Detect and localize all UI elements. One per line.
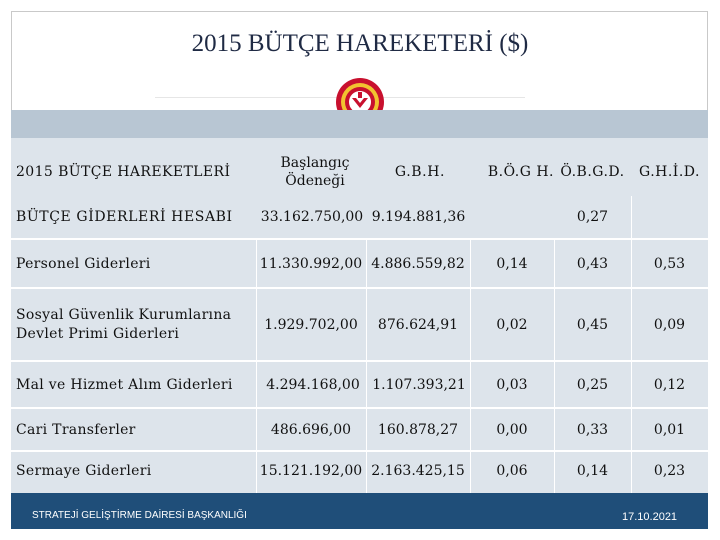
cell-obgd: 0,14 bbox=[576, 463, 609, 479]
cell-bogh: 0,14 bbox=[496, 255, 528, 272]
slide-title: 2015 BÜTÇE HAREKETERİ ($) bbox=[191, 30, 529, 57]
cell-ghid: 0,09 bbox=[653, 316, 686, 333]
cell-ghid: 0,12 bbox=[653, 376, 686, 393]
cell-bogh: 0,06 bbox=[496, 463, 528, 479]
cell-bogh bbox=[470, 200, 554, 234]
cell-bogh: 0,00 bbox=[496, 421, 528, 438]
cell-ghid bbox=[631, 200, 708, 234]
row-label: Sermaye Giderleri bbox=[16, 463, 152, 479]
cell-obgd: 0,45 bbox=[576, 316, 609, 333]
footer-department: STRATEJİ GELİŞTİRME DAİRESİ BAŞKANLIĞI bbox=[32, 510, 247, 521]
column-header-bogh: B.Ö.G H. bbox=[487, 164, 554, 180]
cell-initial: 15.121.192,00 bbox=[259, 463, 363, 479]
cell-obgd: 0,27 bbox=[576, 209, 609, 225]
cell-bogh: 0,03 bbox=[496, 376, 528, 393]
cell-gbh: 4.886.559,82 bbox=[371, 255, 465, 272]
cell-initial: 33.162.750,00 bbox=[260, 209, 364, 225]
column-header-ghid: G.H.İ.D. bbox=[639, 164, 700, 180]
cell-ghid: 0,53 bbox=[653, 255, 686, 272]
cell-gbh: 9.194.881,36 bbox=[371, 209, 466, 225]
cell-initial: 486.696,00 bbox=[270, 421, 352, 438]
row-label: Cari Transferler bbox=[16, 421, 136, 438]
row-label: BÜTÇE GİDERLERİ HESABI bbox=[16, 209, 233, 225]
footer-date: 17.10.2021 bbox=[622, 511, 678, 523]
cell-gbh: 876.624,91 bbox=[377, 316, 459, 333]
cell-initial: 1.929.702,00 bbox=[264, 316, 358, 333]
cell-gbh: 1.107.393,21 bbox=[372, 376, 466, 393]
header-band bbox=[11, 110, 708, 138]
cell-initial: 11.330.992,00 bbox=[259, 255, 363, 272]
cell-gbh: 2.163.425,15 bbox=[371, 463, 465, 479]
cell-initial: 4.294.168,00 bbox=[266, 376, 360, 393]
cell-obgd: 0,43 bbox=[576, 255, 609, 272]
row-label: Personel Giderleri bbox=[16, 255, 151, 272]
column-header-gbh: G.B.H. bbox=[394, 164, 446, 180]
cell-bogh: 0,02 bbox=[496, 316, 528, 333]
cell-ghid: 0,01 bbox=[653, 421, 686, 438]
column-header-name: 2015 BÜTÇE HAREKETLERİ bbox=[16, 164, 231, 180]
cell-ghid: 0,23 bbox=[653, 463, 686, 479]
cell-obgd: 0,25 bbox=[576, 376, 609, 393]
cell-gbh: 160.878,27 bbox=[377, 421, 459, 438]
column-header-obgd: Ö.B.G.D. bbox=[560, 164, 625, 180]
row-label: Mal ve Hizmet Alım Giderleri bbox=[16, 376, 233, 393]
row-label: Sosyal Güvenlik Kurumlarına Devlet Primi Giderleri bbox=[16, 306, 232, 342]
column-header-initial-budget: Başlangıç Ödeneği bbox=[280, 155, 350, 189]
cell-obgd: 0,33 bbox=[576, 421, 609, 438]
